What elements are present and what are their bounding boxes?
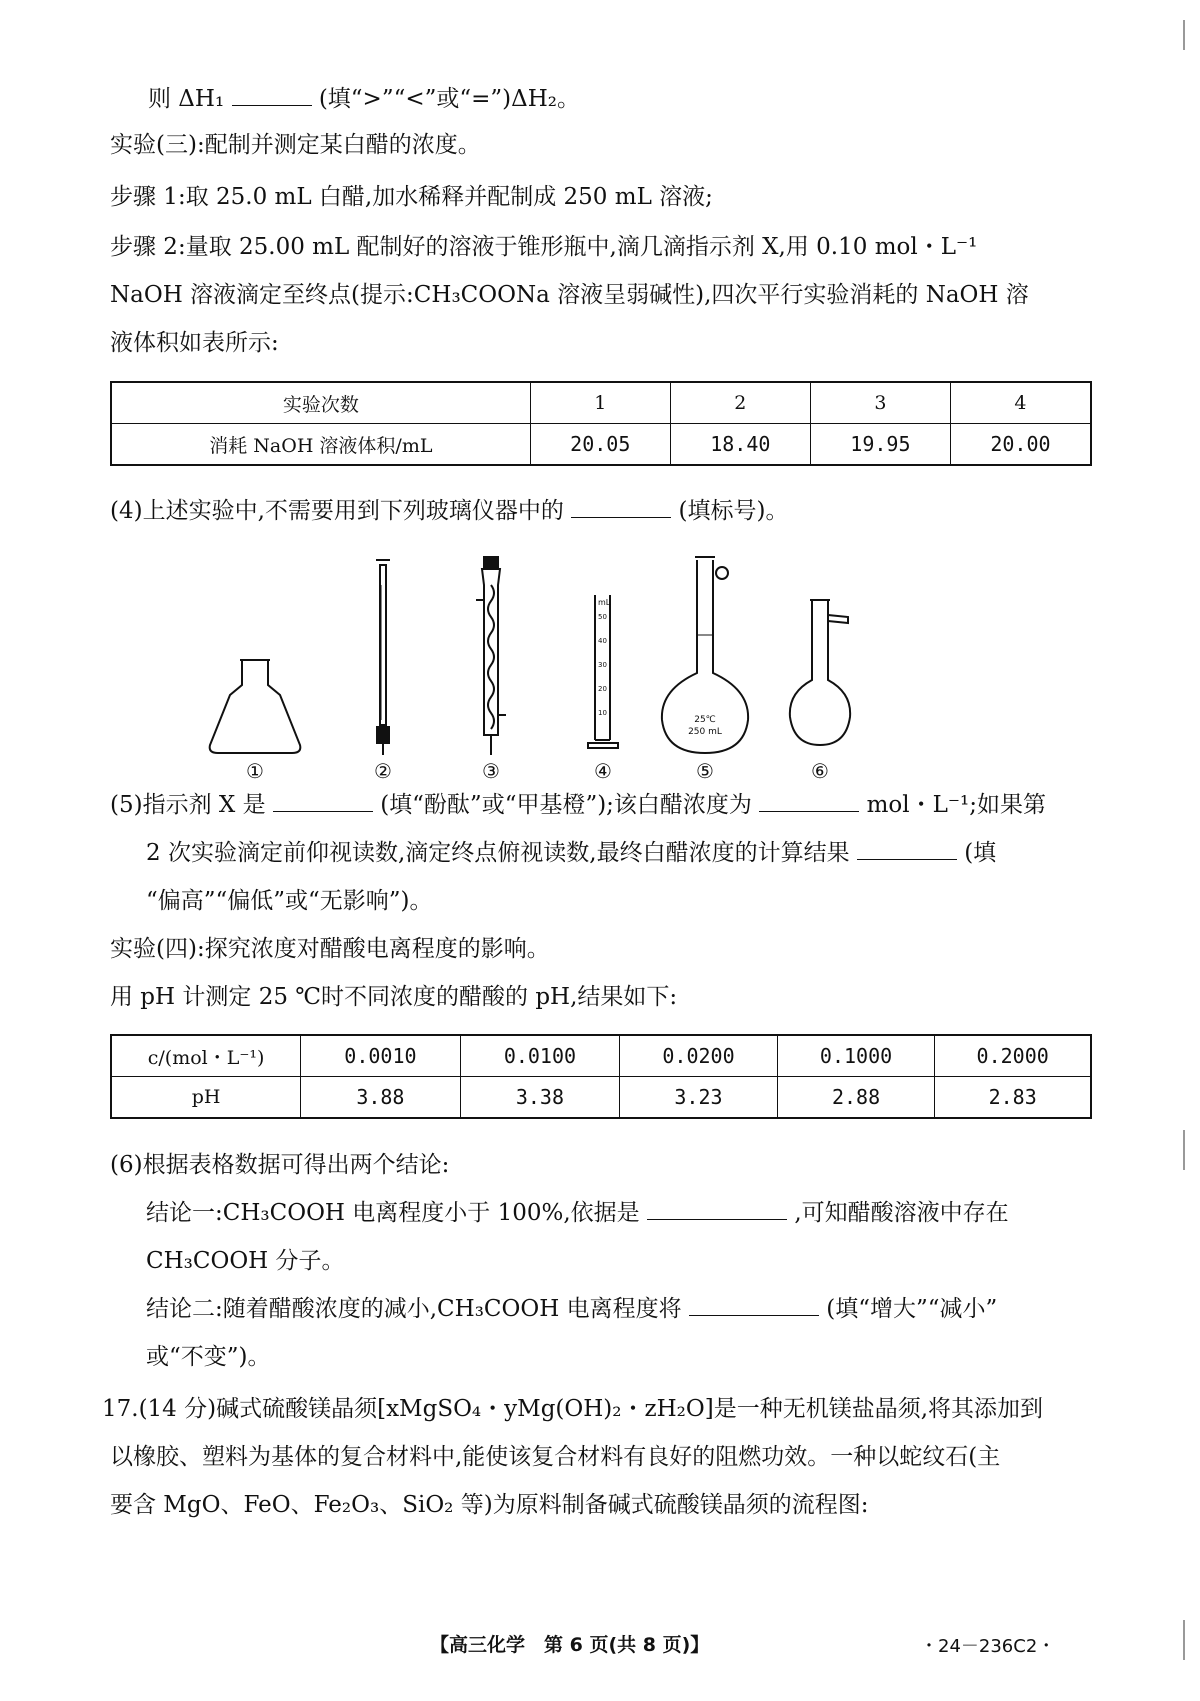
paper-code: ・24－236C2・ bbox=[920, 1636, 1056, 1657]
q6-line: (6)根据表格数据可得出两个结论: bbox=[110, 1152, 450, 1178]
table-cell: 0.0200 bbox=[620, 1035, 778, 1077]
apparatus-label: ⑥ bbox=[811, 759, 829, 783]
table-cell: pH bbox=[111, 1077, 301, 1119]
titration-table bbox=[110, 381, 1092, 466]
table-cell: 1 bbox=[530, 382, 670, 424]
cylinder-tick: 20 bbox=[598, 685, 607, 693]
q5-line2 bbox=[146, 836, 996, 870]
table-cell: 0.0010 bbox=[301, 1035, 461, 1077]
q5-part-a: (5)指示剂 X 是 bbox=[110, 792, 266, 818]
answer-blank[interactable] bbox=[759, 789, 859, 812]
table-cell: 3.88 bbox=[301, 1077, 461, 1119]
table-cell: 20.00 bbox=[950, 424, 1091, 466]
table-cell: 3.38 bbox=[460, 1077, 620, 1119]
burette-icon bbox=[376, 560, 390, 755]
table-row bbox=[111, 424, 1091, 466]
q5-part-c: mol・L⁻¹;如果第 bbox=[866, 792, 1046, 818]
table-cell: 18.40 bbox=[670, 424, 810, 466]
q4-suffix: (填标号)。 bbox=[678, 498, 789, 524]
exp4-title: 实验(四):探究浓度对醋酸电离程度的影响。 bbox=[110, 936, 550, 962]
answer-blank[interactable] bbox=[647, 1197, 787, 1220]
q5-l2-a: 2 次实验滴定前仰视读数,滴定终点俯视读数,最终白醋浓度的计算结果 bbox=[146, 840, 850, 866]
scan-edge-mark bbox=[1183, 20, 1185, 50]
answer-blank[interactable] bbox=[689, 1293, 819, 1316]
table-cell: c/(mol・L⁻¹) bbox=[111, 1035, 301, 1077]
conclusion2-b: (填“增大”“减小” bbox=[826, 1296, 998, 1322]
table-cell: 0.2000 bbox=[935, 1035, 1091, 1077]
apparatus-label: ② bbox=[374, 759, 392, 783]
conclusion2-line2: 或“不变”)。 bbox=[146, 1344, 271, 1370]
q17-line2: 以橡胶、塑料为基体的复合材料中,能使该复合材料有良好的阻燃功效。一种以蛇纹石(主 bbox=[110, 1444, 1001, 1470]
answer-blank[interactable] bbox=[571, 495, 671, 518]
cylinder-tick: 50 bbox=[598, 613, 607, 621]
q5-line1 bbox=[110, 788, 1046, 822]
ph-table bbox=[110, 1034, 1092, 1119]
distillation-flask-icon bbox=[790, 600, 850, 745]
q4-prefix: (4)上述实验中,不需要用到下列玻璃仪器中的 bbox=[110, 498, 564, 524]
table-row bbox=[111, 1035, 1091, 1077]
table-row bbox=[111, 382, 1091, 424]
step2-line2: NaOH 溶液滴定至终点(提示:CH₃COONa 溶液呈弱碱性),四次平行实验消耗的 NaOH 溶 bbox=[110, 282, 1029, 308]
step1: 步骤 1:取 25.0 mL 白醋,加水稀释并配制成 250 mL 溶液; bbox=[110, 184, 713, 210]
step2-line1: 步骤 2:量取 25.00 mL 配制好的溶液于锥形瓶中,滴几滴指示剂 X,用 0.10 mol・L⁻¹ bbox=[110, 234, 978, 260]
apparatus-label: ④ bbox=[594, 759, 612, 783]
table-cell: 2.88 bbox=[777, 1077, 935, 1119]
answer-blank[interactable] bbox=[273, 789, 373, 812]
cylinder-tick: 10 bbox=[598, 709, 607, 717]
conclusion1-line1 bbox=[146, 1196, 1009, 1230]
q17-line1: 17.(14 分)碱式硫酸镁晶须[xMgSO₄・yMg(OH)₂・zH₂O]是一种无机镁盐晶须,将其添加到 bbox=[102, 1396, 1044, 1422]
q17-line3: 要含 MgO、FeO、Fe₂O₃、SiO₂ 等)为原料制备碱式硫酸镁晶须的流程图: bbox=[110, 1492, 869, 1518]
table-cell: 3.23 bbox=[620, 1077, 778, 1119]
conclusion1-line2: CH₃COOH 分子。 bbox=[146, 1248, 345, 1274]
conical-flask-icon bbox=[210, 660, 301, 753]
table-cell: 2.83 bbox=[935, 1077, 1091, 1119]
table-cell: 0.0100 bbox=[460, 1035, 620, 1077]
table-cell: 20.05 bbox=[530, 424, 670, 466]
answer-blank[interactable] bbox=[857, 837, 957, 860]
scan-edge-mark bbox=[1183, 1130, 1185, 1170]
compare-suffix: (填“>”“<”或“=”)ΔH₂。 bbox=[318, 86, 581, 112]
table-cell: 3 bbox=[810, 382, 950, 424]
table-cell: 消耗 NaOH 溶液体积/mL bbox=[111, 424, 530, 466]
page-footer: 【高三化学 第 6 页(共 8 页)】 bbox=[430, 1634, 710, 1656]
compare-prefix: 则 ΔH₁ bbox=[148, 86, 225, 112]
flask-volume-label: 250 mL bbox=[688, 727, 722, 737]
apparatus-label: ① bbox=[246, 759, 264, 783]
exp4-desc: 用 pH 计测定 25 ℃时不同浓度的醋酸的 pH,结果如下: bbox=[110, 984, 678, 1010]
condenser-icon bbox=[476, 557, 506, 755]
table-cell: 0.1000 bbox=[777, 1035, 935, 1077]
cylinder-tick: 40 bbox=[598, 637, 607, 645]
q5-l2-b: (填 bbox=[964, 840, 997, 866]
table-row bbox=[111, 1077, 1091, 1119]
table-cell: 2 bbox=[670, 382, 810, 424]
table-cell: 4 bbox=[950, 382, 1091, 424]
conclusion1-a: 结论一:CH₃COOH 电离程度小于 100%,依据是 bbox=[146, 1200, 640, 1226]
q4-line bbox=[110, 494, 788, 528]
apparatus-label: ⑤ bbox=[696, 759, 714, 783]
scan-edge-mark bbox=[1183, 1620, 1185, 1660]
conclusion2-line1 bbox=[146, 1292, 997, 1326]
table-cell: 实验次数 bbox=[111, 382, 530, 424]
cylinder-tick: 30 bbox=[598, 661, 607, 669]
glassware-figure bbox=[200, 545, 960, 785]
conclusion2-a: 结论二:随着醋酸浓度的减小,CH₃COOH 电离程度将 bbox=[146, 1296, 682, 1322]
q5-line3: “偏高”“偏低”或“无影响”)。 bbox=[146, 888, 433, 914]
exp3-title: 实验(三):配制并测定某白醋的浓度。 bbox=[110, 132, 481, 158]
cylinder-unit: mL bbox=[598, 598, 611, 607]
q5-part-b: (填“酚酞”或“甲基橙”);该白醋浓度为 bbox=[380, 792, 752, 818]
compare-line bbox=[148, 82, 580, 116]
conclusion1-b: ,可知醋酸溶液中存在 bbox=[794, 1200, 1009, 1226]
table-cell: 19.95 bbox=[810, 424, 950, 466]
answer-blank[interactable] bbox=[232, 83, 312, 106]
apparatus-label: ③ bbox=[482, 759, 500, 783]
flask-temp-label: 25℃ bbox=[694, 715, 716, 725]
step2-line3: 液体积如表所示: bbox=[110, 330, 279, 356]
